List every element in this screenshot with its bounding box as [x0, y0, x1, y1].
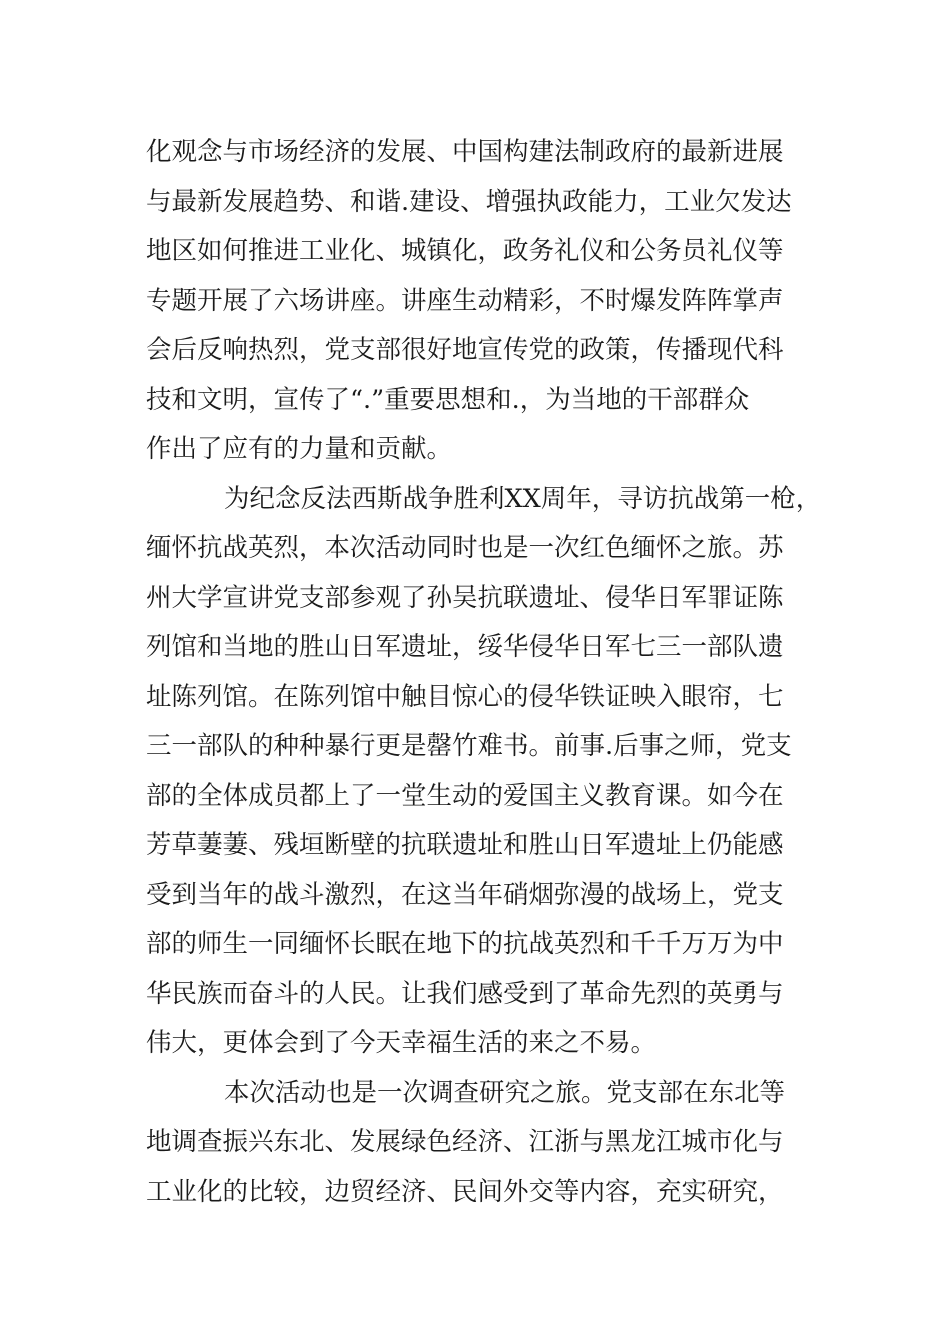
text-line: 与最新发展趋势、和谐.建设、增强执政能力，工业欠发达 — [146, 186, 792, 217]
document-body — [146, 128, 836, 1217]
paragraph-1 — [146, 128, 836, 475]
text-line: 部的全体成员都上了一堂生动的爱国主义教育课。如今在 — [146, 780, 784, 811]
text-line: 专题开展了六场讲座。讲座生动精彩，不时爆发阵阵掌声 — [146, 285, 784, 316]
text-line: 技和文明，宣传了“.”重要思想和.，为当地的干部群众 — [146, 384, 750, 415]
text-line-first: 本次活动也是一次调查研究之旅。党支部在东北等 — [224, 1077, 786, 1108]
paragraph-3 — [146, 1069, 836, 1218]
text-line: 作出了应有的力量和贡献。 — [146, 434, 453, 464]
text-line: 缅怀抗战英烈，本次活动同时也是一次红色缅怀之旅。苏 — [146, 533, 784, 563]
text-line: 化观念与市场经济的发展、中国构建法制政府的最新进展 — [146, 137, 784, 167]
text-line: 址陈列馆。在陈列馆中触目惊心的侵华铁证映入眼帘，七 — [146, 681, 784, 712]
text-line: 会后反响热烈，党支部很好地宣传党的政策，传播现代科 — [146, 335, 784, 365]
text-line: 州大学宣讲党支部参观了孙吴抗联遗址、侵华日军罪证陈 — [146, 582, 784, 613]
text-line: 受到当年的战斗激烈，在这当年硝烟弥漫的战场上，党支 — [146, 879, 784, 910]
text-line: 伟大，更体会到了今天幸福生活的来之不易。 — [146, 1028, 657, 1058]
text-line: 三一部队的种种暴行更是罄竹难书。前事.后事之师，党支 — [146, 731, 792, 761]
paragraph-2 — [146, 475, 836, 1069]
text-line: 华民族而奋斗的人民。让我们感受到了革命先烈的英勇与 — [146, 978, 784, 1009]
text-line-first: 为纪念反法西斯战争胜利XX周年，寻访抗战第一枪， — [224, 483, 822, 514]
text-line: 地区如何推进工业化、城镇化，政务礼仪和公务员礼仪等 — [146, 236, 784, 266]
text-line: 芳草萋萋、残垣断壁的抗联遗址和胜山日军遗址上仍能感 — [146, 830, 784, 860]
text-line: 地调查振兴东北、发展绿色经济、江浙与黑龙江城市化与 — [146, 1127, 784, 1157]
text-line: 工业化的比较，边贸经济、民间外交等内容，充实研究， — [146, 1176, 784, 1207]
text-line: 部的师生一同缅怀长眠在地下的抗战英烈和千千万万为中 — [146, 929, 784, 959]
text-line: 列馆和当地的胜山日军遗址，绥华侵华日军七三一部队遗 — [146, 632, 784, 662]
